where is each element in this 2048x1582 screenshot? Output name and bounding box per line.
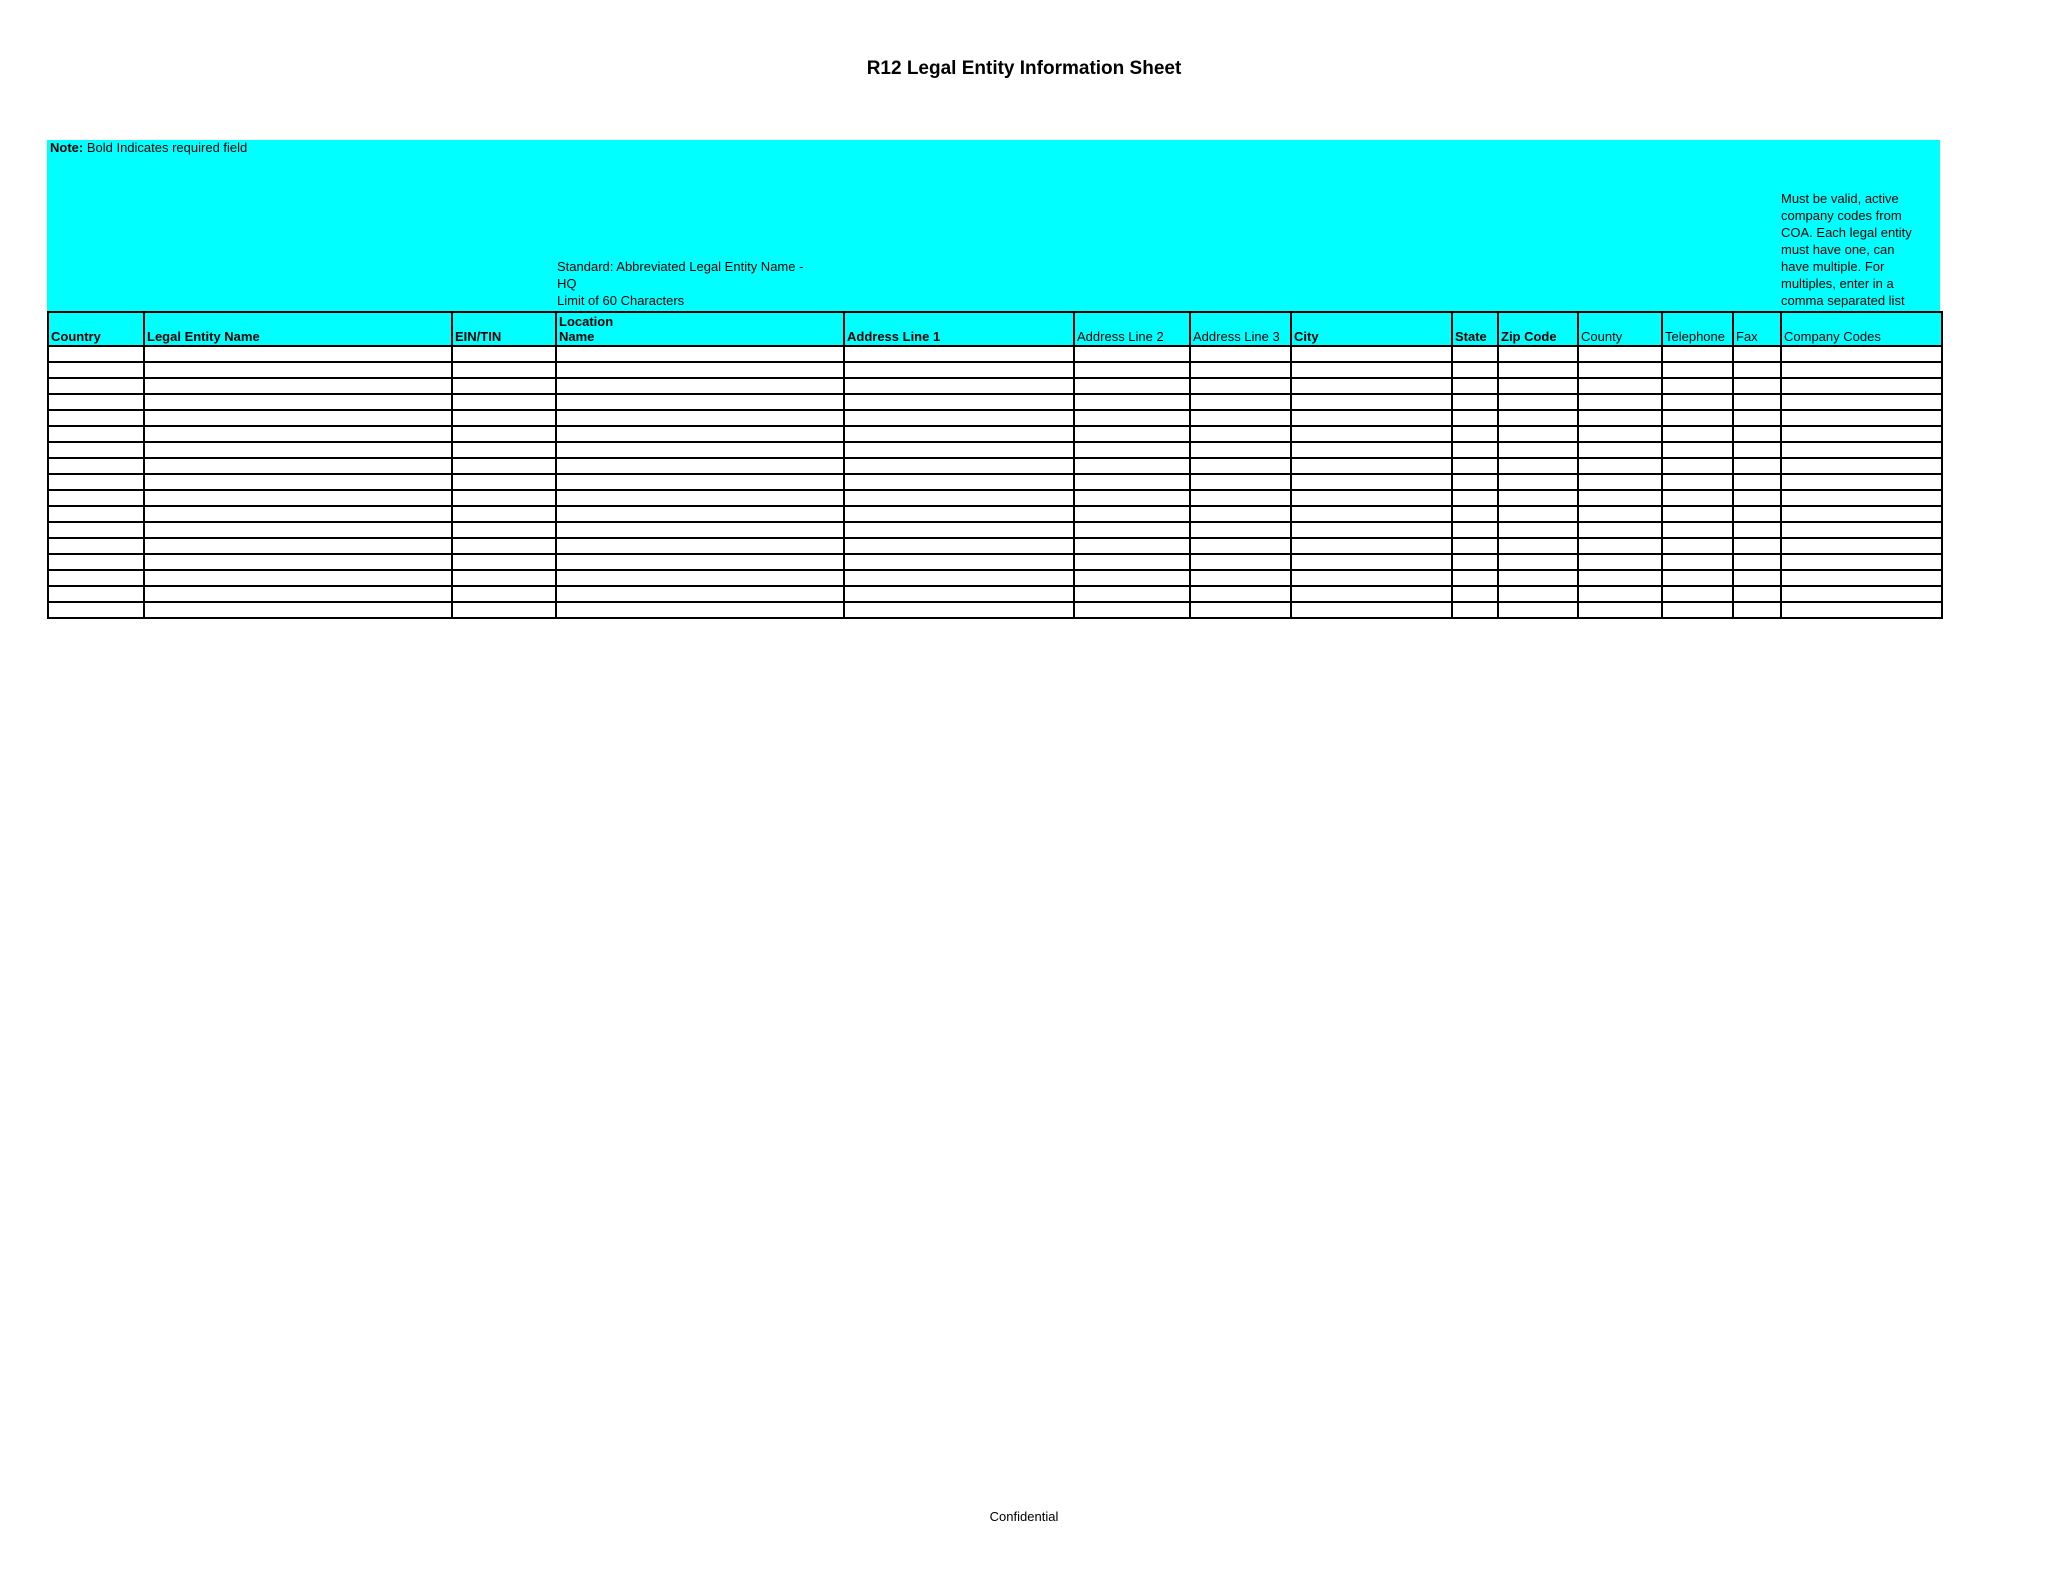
footer-confidential: Confidential: [989, 1509, 1059, 1524]
table-cell[interactable]: [1781, 458, 1942, 474]
table-cell[interactable]: [1074, 474, 1190, 490]
table-row: [48, 538, 1942, 554]
table-cell[interactable]: [1452, 602, 1498, 618]
table-cell[interactable]: [452, 522, 556, 538]
table-cell[interactable]: [144, 602, 452, 618]
table-cell[interactable]: [1781, 538, 1942, 554]
instruction-line: must have one, can: [1781, 242, 1895, 257]
instruction-line: Standard: Abbreviated Legal Entity Name -: [557, 259, 804, 274]
table-cell[interactable]: [452, 554, 556, 570]
table-cell[interactable]: [1781, 362, 1942, 378]
table-cell[interactable]: [144, 506, 452, 522]
table-cell[interactable]: [556, 490, 844, 506]
instruction-line: COA. Each legal entity: [1781, 225, 1912, 240]
table-cell[interactable]: [452, 602, 556, 618]
table-cell[interactable]: [1074, 362, 1190, 378]
table-cell[interactable]: [48, 394, 144, 410]
table-cell[interactable]: [1291, 538, 1452, 554]
table-cell[interactable]: [1291, 506, 1452, 522]
table-cell[interactable]: [1291, 362, 1452, 378]
table-cell[interactable]: [1291, 346, 1452, 362]
table-cell[interactable]: [1662, 362, 1733, 378]
table-cell[interactable]: [1781, 586, 1942, 602]
table-cell[interactable]: [1074, 458, 1190, 474]
table-cell[interactable]: [1291, 570, 1452, 586]
table-cell[interactable]: [48, 426, 144, 442]
table-cell[interactable]: [48, 538, 144, 554]
table-cell[interactable]: [556, 586, 844, 602]
instruction-line: Limit of 60 Characters: [557, 293, 685, 308]
table-cell[interactable]: [1578, 378, 1662, 394]
table-cell[interactable]: [844, 554, 1074, 570]
table-cell[interactable]: [144, 426, 452, 442]
table-cell[interactable]: [1190, 522, 1291, 538]
table-cell[interactable]: [144, 362, 452, 378]
table-cell[interactable]: [1781, 442, 1942, 458]
table-cell[interactable]: [844, 522, 1074, 538]
table-cell[interactable]: [556, 458, 844, 474]
table-row: [48, 378, 1942, 394]
table-cell[interactable]: [48, 522, 144, 538]
table-cell[interactable]: [1498, 378, 1578, 394]
table-cell[interactable]: [1781, 378, 1942, 394]
table-cell[interactable]: [1733, 378, 1781, 394]
table-row: [48, 602, 1942, 618]
table-cell[interactable]: [1291, 442, 1452, 458]
table-cell[interactable]: [844, 442, 1074, 458]
table-cell[interactable]: [1498, 586, 1578, 602]
table-cell[interactable]: [1452, 522, 1498, 538]
table-cell[interactable]: [1498, 602, 1578, 618]
table-cell[interactable]: [1452, 538, 1498, 554]
table-cell[interactable]: [144, 442, 452, 458]
table-cell[interactable]: [1190, 362, 1291, 378]
table-cell[interactable]: [556, 474, 844, 490]
table-cell[interactable]: [1291, 410, 1452, 426]
table-cell[interactable]: [1452, 346, 1498, 362]
table-cell[interactable]: [1190, 538, 1291, 554]
table-cell[interactable]: [1733, 458, 1781, 474]
table-cell[interactable]: [48, 602, 144, 618]
table-cell[interactable]: [452, 570, 556, 586]
table-cell[interactable]: [844, 426, 1074, 442]
table-cell[interactable]: [1781, 394, 1942, 410]
table-row: [48, 490, 1942, 506]
table-cell[interactable]: [1781, 506, 1942, 522]
table-cell[interactable]: [1733, 586, 1781, 602]
table-cell[interactable]: [1452, 442, 1498, 458]
table-cell[interactable]: [48, 490, 144, 506]
table-cell[interactable]: [1733, 474, 1781, 490]
table-cell[interactable]: [1733, 522, 1781, 538]
table-cell[interactable]: [48, 362, 144, 378]
column-header-state: State: [1452, 312, 1498, 346]
table-cell[interactable]: [1781, 346, 1942, 362]
table-cell[interactable]: [1291, 458, 1452, 474]
table-cell[interactable]: [844, 378, 1074, 394]
table-cell[interactable]: [48, 442, 144, 458]
table-cell[interactable]: [1662, 602, 1733, 618]
table-cell[interactable]: [1291, 426, 1452, 442]
table-cell[interactable]: [452, 346, 556, 362]
table-cell[interactable]: [1498, 394, 1578, 410]
table-cell[interactable]: [1498, 362, 1578, 378]
table-cell[interactable]: [1781, 602, 1942, 618]
table-cell[interactable]: [1498, 346, 1578, 362]
table-cell[interactable]: [1662, 442, 1733, 458]
table-cell[interactable]: [452, 410, 556, 426]
table-cell[interactable]: [1498, 426, 1578, 442]
table-cell[interactable]: [48, 378, 144, 394]
column-header-zip-code: Zip Code: [1498, 312, 1578, 346]
table-cell[interactable]: [1733, 410, 1781, 426]
table-cell[interactable]: [1452, 458, 1498, 474]
table-cell[interactable]: [1291, 586, 1452, 602]
table-cell[interactable]: [1662, 490, 1733, 506]
table-cell[interactable]: [556, 426, 844, 442]
table-cell[interactable]: [1498, 442, 1578, 458]
column-header-legal-entity-name: Legal Entity Name: [144, 312, 452, 346]
table-cell[interactable]: [844, 410, 1074, 426]
table-cell[interactable]: [1498, 570, 1578, 586]
table-cell[interactable]: [556, 570, 844, 586]
table-cell[interactable]: [1662, 458, 1733, 474]
table-cell[interactable]: [1074, 586, 1190, 602]
table-cell[interactable]: [1781, 570, 1942, 586]
column-header-telephone: Telephone: [1662, 312, 1733, 346]
table-cell[interactable]: [844, 586, 1074, 602]
table-cell[interactable]: [144, 586, 452, 602]
table-cell[interactable]: [1074, 554, 1190, 570]
table-cell[interactable]: [1452, 570, 1498, 586]
table-cell[interactable]: [144, 554, 452, 570]
table-cell[interactable]: [452, 442, 556, 458]
table-cell[interactable]: [1733, 602, 1781, 618]
table-cell[interactable]: [48, 586, 144, 602]
table-cell[interactable]: [1578, 490, 1662, 506]
table-row: [48, 442, 1942, 458]
header-banner: [47, 140, 1940, 311]
table-cell[interactable]: [1733, 346, 1781, 362]
table-cell[interactable]: [1498, 490, 1578, 506]
column-header-address-line-3: Address Line 3: [1190, 312, 1291, 346]
table-cell[interactable]: [144, 394, 452, 410]
table-cell[interactable]: [1498, 410, 1578, 426]
table-cell[interactable]: [452, 538, 556, 554]
column-header-county: County: [1578, 312, 1662, 346]
table-cell[interactable]: [1578, 570, 1662, 586]
column-header-line: Location: [559, 314, 614, 329]
table-cell[interactable]: [1452, 426, 1498, 442]
table-cell[interactable]: [844, 506, 1074, 522]
table-cell[interactable]: [1452, 586, 1498, 602]
table-cell[interactable]: [1498, 506, 1578, 522]
table-cell[interactable]: [844, 538, 1074, 554]
table-cell[interactable]: [1662, 522, 1733, 538]
table-cell[interactable]: [144, 458, 452, 474]
table-row: [48, 394, 1942, 410]
table-cell[interactable]: [1190, 490, 1291, 506]
table-cell[interactable]: [1074, 378, 1190, 394]
table-cell[interactable]: [1733, 426, 1781, 442]
table-cell[interactable]: [844, 394, 1074, 410]
table-cell[interactable]: [144, 378, 452, 394]
table-cell[interactable]: [1578, 458, 1662, 474]
column-header-city: City: [1291, 312, 1452, 346]
table-row: [48, 474, 1942, 490]
instruction-line: multiples, enter in a: [1781, 276, 1894, 291]
table-cell[interactable]: [556, 506, 844, 522]
table-cell[interactable]: [1781, 474, 1942, 490]
table-cell[interactable]: [1578, 538, 1662, 554]
table-cell[interactable]: [1733, 490, 1781, 506]
table-cell[interactable]: [1190, 602, 1291, 618]
table-cell[interactable]: [1578, 602, 1662, 618]
table-cell[interactable]: [556, 346, 844, 362]
table-cell[interactable]: [48, 554, 144, 570]
table-cell[interactable]: [452, 378, 556, 394]
table-cell[interactable]: [1190, 442, 1291, 458]
legal-entity-table: [47, 311, 1943, 619]
table-cell[interactable]: [1498, 458, 1578, 474]
table-cell[interactable]: [1578, 346, 1662, 362]
table-cell[interactable]: [556, 394, 844, 410]
table-row: [48, 570, 1942, 586]
table-cell[interactable]: [1578, 522, 1662, 538]
table-cell[interactable]: [1190, 426, 1291, 442]
table-cell[interactable]: [48, 346, 144, 362]
column-header-line: Name: [559, 329, 595, 344]
table-cell[interactable]: [144, 570, 452, 586]
table-row: [48, 410, 1942, 426]
table-cell[interactable]: [1291, 522, 1452, 538]
table-cell[interactable]: [1781, 426, 1942, 442]
table-cell[interactable]: [556, 362, 844, 378]
table-cell[interactable]: [556, 602, 844, 618]
header-row: [48, 312, 1942, 346]
table-cell[interactable]: [1781, 490, 1942, 506]
table-row: [48, 458, 1942, 474]
table-cell[interactable]: [1662, 426, 1733, 442]
table-cell[interactable]: [1291, 378, 1452, 394]
table-cell[interactable]: [1452, 474, 1498, 490]
table-cell[interactable]: [1662, 410, 1733, 426]
table-cell[interactable]: [48, 570, 144, 586]
table-cell[interactable]: [1190, 506, 1291, 522]
table-cell[interactable]: [144, 522, 452, 538]
table-cell[interactable]: [1074, 602, 1190, 618]
table-cell[interactable]: [452, 474, 556, 490]
table-cell[interactable]: [1733, 362, 1781, 378]
table-cell[interactable]: [1190, 586, 1291, 602]
table-cell[interactable]: [452, 506, 556, 522]
table-cell[interactable]: [1074, 346, 1190, 362]
table-cell[interactable]: [48, 410, 144, 426]
table-cell[interactable]: [1578, 362, 1662, 378]
page-title: R12 Legal Entity Information Sheet: [866, 58, 1182, 79]
column-header-address-line-2: Address Line 2: [1074, 312, 1190, 346]
table-cell[interactable]: [844, 602, 1074, 618]
table-cell[interactable]: [1074, 410, 1190, 426]
column-header-ein-tin: EIN/TIN: [452, 312, 556, 346]
table-cell[interactable]: [1733, 394, 1781, 410]
table-cell[interactable]: [1291, 474, 1452, 490]
table-row: [48, 554, 1942, 570]
table-cell[interactable]: [556, 554, 844, 570]
instruction-line: have multiple. For: [1781, 259, 1885, 274]
table-cell[interactable]: [1190, 458, 1291, 474]
table-cell[interactable]: [844, 346, 1074, 362]
table-cell[interactable]: [1733, 506, 1781, 522]
table-cell[interactable]: [144, 474, 452, 490]
table-cell[interactable]: [1578, 506, 1662, 522]
table-cell[interactable]: [1291, 490, 1452, 506]
table-cell[interactable]: [1190, 570, 1291, 586]
table-cell[interactable]: [1578, 474, 1662, 490]
table-cell[interactable]: [556, 442, 844, 458]
table-cell[interactable]: [1498, 474, 1578, 490]
table-cell[interactable]: [1452, 362, 1498, 378]
column-header-fax: Fax: [1733, 312, 1781, 346]
table-cell[interactable]: [48, 506, 144, 522]
table-cell[interactable]: [48, 458, 144, 474]
table-cell[interactable]: [1190, 394, 1291, 410]
table-cell[interactable]: [844, 570, 1074, 586]
note-label: Note:: [50, 140, 84, 155]
table-row: [48, 586, 1942, 602]
table-cell[interactable]: [844, 474, 1074, 490]
table-cell[interactable]: [1074, 522, 1190, 538]
table-cell[interactable]: [1662, 554, 1733, 570]
table-cell[interactable]: [1733, 554, 1781, 570]
table-cell[interactable]: [452, 362, 556, 378]
table-cell[interactable]: [1498, 538, 1578, 554]
table-cell[interactable]: [1662, 394, 1733, 410]
table-cell[interactable]: [1662, 474, 1733, 490]
table-cell[interactable]: [1074, 394, 1190, 410]
table-cell[interactable]: [1578, 410, 1662, 426]
table-cell[interactable]: [1074, 426, 1190, 442]
table-cell[interactable]: [556, 522, 844, 538]
table-cell[interactable]: [1190, 378, 1291, 394]
table-cell[interactable]: [1733, 538, 1781, 554]
table-cell[interactable]: [1452, 506, 1498, 522]
table-cell[interactable]: [1498, 554, 1578, 570]
table-cell[interactable]: [1074, 570, 1190, 586]
column-header-country: Country: [48, 312, 144, 346]
table-cell[interactable]: [1190, 474, 1291, 490]
table-row: [48, 362, 1942, 378]
table-body: [48, 346, 1942, 618]
table-cell[interactable]: [1074, 442, 1190, 458]
table-cell[interactable]: [1781, 522, 1942, 538]
table-row: [48, 346, 1942, 362]
column-header-company-codes: Company Codes: [1781, 312, 1942, 346]
table-cell[interactable]: [1291, 602, 1452, 618]
table-cell[interactable]: [452, 586, 556, 602]
table-cell[interactable]: [1291, 394, 1452, 410]
table-cell[interactable]: [1733, 570, 1781, 586]
table-cell[interactable]: [1074, 538, 1190, 554]
table-cell[interactable]: [844, 458, 1074, 474]
table-cell[interactable]: [1662, 378, 1733, 394]
instruction-line: comma separated list: [1781, 293, 1905, 308]
table-cell[interactable]: [1578, 394, 1662, 410]
table-cell[interactable]: [844, 490, 1074, 506]
table-cell[interactable]: [144, 538, 452, 554]
table-cell[interactable]: [452, 490, 556, 506]
table-row: [48, 522, 1942, 538]
table-cell[interactable]: [144, 410, 452, 426]
table-cell[interactable]: [48, 474, 144, 490]
instruction-line: HQ: [557, 276, 577, 291]
table-cell[interactable]: [1452, 490, 1498, 506]
table-cell[interactable]: [1074, 490, 1190, 506]
table-cell[interactable]: [1190, 554, 1291, 570]
table-cell[interactable]: [1662, 570, 1733, 586]
table-cell[interactable]: [844, 362, 1074, 378]
table-cell[interactable]: [1190, 410, 1291, 426]
table-cell[interactable]: [1074, 506, 1190, 522]
instruction-line: company codes from: [1781, 208, 1902, 223]
table-cell[interactable]: [144, 346, 452, 362]
note-text: Bold Indicates required field: [83, 140, 248, 155]
instruction-line: Must be valid, active: [1781, 191, 1899, 206]
table-cell[interactable]: [1662, 346, 1733, 362]
location-name-instructions: [557, 258, 847, 309]
table-cell[interactable]: [452, 394, 556, 410]
table-cell[interactable]: [144, 490, 452, 506]
table-cell[interactable]: [1781, 410, 1942, 426]
table-cell[interactable]: [1578, 554, 1662, 570]
table-cell[interactable]: [1578, 442, 1662, 458]
table-cell[interactable]: [1662, 506, 1733, 522]
table-cell[interactable]: [1781, 554, 1942, 570]
table-row: [48, 506, 1942, 522]
table-cell[interactable]: [452, 458, 556, 474]
table-cell[interactable]: [1452, 410, 1498, 426]
table-cell[interactable]: [1662, 586, 1733, 602]
required-field-note: [50, 140, 247, 156]
table-cell[interactable]: [1578, 426, 1662, 442]
table-cell[interactable]: [1733, 442, 1781, 458]
table-cell[interactable]: [1452, 378, 1498, 394]
table-cell[interactable]: [1452, 394, 1498, 410]
table-cell[interactable]: [1291, 554, 1452, 570]
company-codes-instructions: [1781, 190, 1941, 309]
table-cell[interactable]: [1190, 346, 1291, 362]
table-cell[interactable]: [556, 378, 844, 394]
table-cell[interactable]: [1662, 538, 1733, 554]
column-header-address-line-1: Address Line 1: [844, 312, 1074, 346]
table-cell[interactable]: [556, 538, 844, 554]
table-cell[interactable]: [1452, 554, 1498, 570]
column-header-location-name: [556, 312, 844, 346]
table-cell[interactable]: [1578, 586, 1662, 602]
table-row: [48, 426, 1942, 442]
table-cell[interactable]: [1498, 522, 1578, 538]
table-cell[interactable]: [452, 426, 556, 442]
table-cell[interactable]: [556, 410, 844, 426]
